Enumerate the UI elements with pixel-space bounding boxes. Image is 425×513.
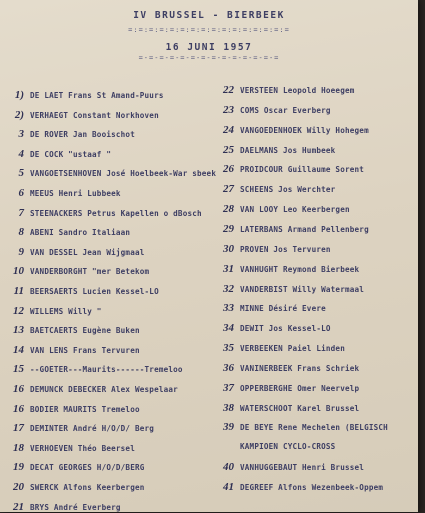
- rider-number: 41: [223, 481, 234, 493]
- rider-number: 14: [13, 343, 24, 356]
- rider-name-and-town: COMS Oscar Everberg: [240, 105, 331, 115]
- rider-name-and-town: WILLEMS Willy ": [30, 306, 102, 316]
- rider-number: 24: [223, 123, 234, 136]
- rider-number: 37: [223, 381, 234, 394]
- rider-name-and-town: LATERBANS Armand Pellenberg: [240, 224, 369, 234]
- rider-name-and-town: DEWIT Jos Kessel-LO: [240, 324, 331, 334]
- rider-entry: [218, 383, 359, 394]
- rider-name-and-town: DE COCK "ustaaf ": [30, 149, 112, 159]
- rider-name-and-town: DEMUNCK DEBECKER Alex Wespelaar: [30, 385, 178, 394]
- rider-number: 8: [18, 226, 24, 239]
- rider-number: 27: [223, 183, 234, 196]
- rider-entry: [8, 502, 121, 513]
- rider-name-and-town: VERHOEVEN Théo Beersel: [30, 443, 135, 453]
- rider-name-and-town: DE LAET Frans St Amand-Puurs: [30, 91, 164, 100]
- rider-number: 2): [14, 108, 24, 121]
- rider-entry: [218, 462, 364, 473]
- rider-number: 13: [13, 324, 24, 337]
- rider-number: 35: [223, 342, 234, 355]
- rider-entry: [8, 286, 159, 297]
- rider-number: 25: [223, 143, 234, 156]
- title-underline: =:=:=:=:=:=:=:=:=:=:=:=:=:=:=:=: [128, 26, 290, 34]
- rider-name-and-town: DEMINTER André H/O/D/ Berg: [30, 424, 155, 434]
- rider-entry: [218, 442, 335, 452]
- rider-name-and-town: DE ROVER Jan Booischot: [30, 130, 135, 140]
- rider-name-and-town: VERHAEGT Constant Norkhoven: [30, 110, 159, 120]
- rider-entry: [8, 345, 140, 356]
- rider-entry: [8, 247, 145, 258]
- rider-name-and-town: VAN LOOY Leo Keerbergen: [240, 205, 350, 215]
- rider-entry: [8, 482, 145, 493]
- rider-number: 17: [13, 422, 24, 435]
- rider-entry: [218, 343, 345, 354]
- rider-entry: [8, 168, 216, 179]
- rider-entry: [8, 384, 178, 395]
- rider-entry: [8, 325, 140, 336]
- rider-entry: [8, 129, 135, 140]
- rider-number: 26: [223, 163, 234, 176]
- rider-name-and-town: OPPERBERGHE Omer Neervelp: [240, 383, 360, 393]
- rider-entry: [8, 90, 164, 101]
- rider-number: 30: [223, 242, 234, 255]
- rider-name-and-town: --GOETER---Maurits------Tremeloo: [30, 365, 183, 375]
- rider-name-and-town: VANHUGGEBAUT Henri Brussel: [240, 463, 365, 473]
- rider-number: 9: [18, 245, 24, 258]
- rider-name-and-town: MEEUS Henri Lubbeek: [30, 189, 121, 198]
- rider-entry: [218, 184, 335, 195]
- rider-name-and-town: MINNE Désiré Evere: [240, 304, 326, 314]
- rider-entry: [8, 443, 135, 454]
- rider-entry: [218, 145, 335, 156]
- rider-entry: [8, 188, 121, 199]
- rider-entry: [218, 303, 326, 314]
- rider-name-and-town: VANDERBIST Willy Watermaal: [240, 284, 365, 294]
- rider-name-and-town: ABENI Sandro Italiaan: [30, 228, 131, 238]
- rider-name-and-town: PROVEN Jos Tervuren: [240, 244, 331, 254]
- rider-number: 18: [13, 441, 24, 454]
- rider-name-and-town: VERSTEEN Leopold Hoeegem: [240, 86, 355, 95]
- rider-name-and-town: BEERSAERTS Lucien Kessel-LO: [30, 287, 159, 296]
- rider-name-and-town: VANHUGHT Reymond Bierbeek: [240, 264, 360, 274]
- rider-number: 29: [223, 222, 234, 235]
- rider-entry: [218, 363, 359, 374]
- rider-entry: [218, 164, 364, 175]
- rider-entry: [218, 85, 355, 96]
- rider-number: 34: [223, 322, 234, 335]
- rider-number: 7: [18, 206, 24, 219]
- rider-number: 33: [223, 302, 234, 315]
- rider-name-and-town: VANGOETSENHOVEN José Hoelbeek-War sbeek: [30, 169, 217, 179]
- rider-entry: [8, 404, 140, 415]
- rider-number: 11: [13, 285, 24, 297]
- rider-number: 19: [13, 461, 24, 474]
- rider-number: 39: [223, 421, 234, 434]
- rider-number: 32: [223, 282, 234, 295]
- rider-entry: [218, 125, 369, 136]
- rider-number: 38: [223, 401, 234, 414]
- rider-entry: [218, 284, 364, 295]
- rider-name-and-town: BAETCAERTS Eugène Buken: [30, 326, 140, 336]
- rider-entry: [8, 227, 130, 238]
- rider-number: 23: [223, 103, 234, 116]
- rider-entry: [218, 264, 359, 275]
- rider-entry: [218, 105, 331, 116]
- rider-number: 3: [18, 128, 24, 141]
- rider-entry: [8, 266, 149, 277]
- rider-name-and-town: VANGOEDENHOEK Willy Hohegem: [240, 125, 369, 135]
- rider-number: 10: [13, 265, 24, 278]
- rider-number: 15: [13, 363, 24, 376]
- rider-name-and-town: VANINERBEEK Frans Schriek: [240, 363, 360, 373]
- rider-entry: [218, 482, 383, 493]
- rider-entry: [8, 110, 159, 121]
- rider-number: 4: [18, 147, 24, 160]
- rider-number: 22: [223, 84, 234, 96]
- rider-name-and-town: DAELMANS Jos Humbeek: [240, 145, 336, 155]
- rider-name-and-town: WATERSCHOOT Karel Brussel: [240, 403, 360, 413]
- rider-entry: [218, 422, 388, 433]
- rider-name-and-town: VERBEEKEN Paiel Linden: [240, 344, 345, 354]
- rider-number: 21: [13, 500, 24, 513]
- race-title: IV BRUSSEL - BIERBEEK: [133, 10, 285, 21]
- rider-name-and-town: VAN LENS Frans Tervuren: [30, 345, 140, 355]
- rider-name-and-town: STEENACKERS Petrus Kapellen o dBosch: [30, 208, 202, 218]
- race-date: 16 JUNI 1957: [165, 42, 253, 53]
- rider-name-and-town: VAN DESSEL Jean Wijgmaal: [30, 247, 145, 257]
- rider-name-and-town: SCHEENS Jos Werchter: [240, 185, 336, 195]
- rider-number: 1): [14, 89, 24, 101]
- rider-number: 6: [18, 187, 24, 199]
- rider-entry: [8, 208, 202, 219]
- rider-entry: [218, 244, 331, 255]
- rider-name-and-town: DECAT GEORGES H/O/D/BERG: [30, 463, 145, 473]
- rider-number: 36: [223, 361, 234, 374]
- rider-number: 16: [13, 383, 24, 395]
- rider-name-and-town: KAMPIOEN CYCLO-CROSS: [240, 442, 336, 452]
- rider-number: 28: [223, 203, 234, 216]
- rider-name-and-town: BODIER MAURITS Tremeloo: [30, 404, 140, 414]
- rider-number: 31: [223, 262, 234, 275]
- rider-entry: [8, 306, 102, 317]
- date-underline: =-=-=-=-=-=-=-=-=-=-=-=-=-=: [138, 54, 280, 62]
- rider-name-and-town: BRYS André Everberg: [30, 502, 121, 512]
- rider-number: 12: [13, 304, 24, 317]
- rider-name-and-town: VANDERBORGHT "mer Betekom: [30, 267, 150, 277]
- rider-entry: [218, 323, 331, 334]
- rider-number: 5: [18, 167, 24, 180]
- rider-entry: [218, 403, 359, 414]
- rider-number: 40: [223, 461, 234, 474]
- rider-entry: [8, 364, 183, 375]
- rider-entry: [8, 462, 145, 473]
- rider-number: 16: [13, 402, 24, 415]
- rider-entry: [218, 204, 350, 215]
- rider-entry: [8, 423, 154, 434]
- rider-name-and-town: PROIDCOUR Guillaume Sorent: [240, 165, 365, 175]
- rider-entry: [8, 149, 111, 160]
- rider-name-and-town: DE BEYE Rene Mechelen (BELGISCH: [240, 423, 388, 433]
- rider-number: 20: [13, 481, 24, 493]
- rider-name-and-town: SWERCK Alfons Keerbergen: [30, 483, 145, 492]
- rider-entry: [218, 224, 369, 235]
- rider-name-and-town: DEGREEF Alfons Wezenbeek-Oppem: [240, 483, 384, 492]
